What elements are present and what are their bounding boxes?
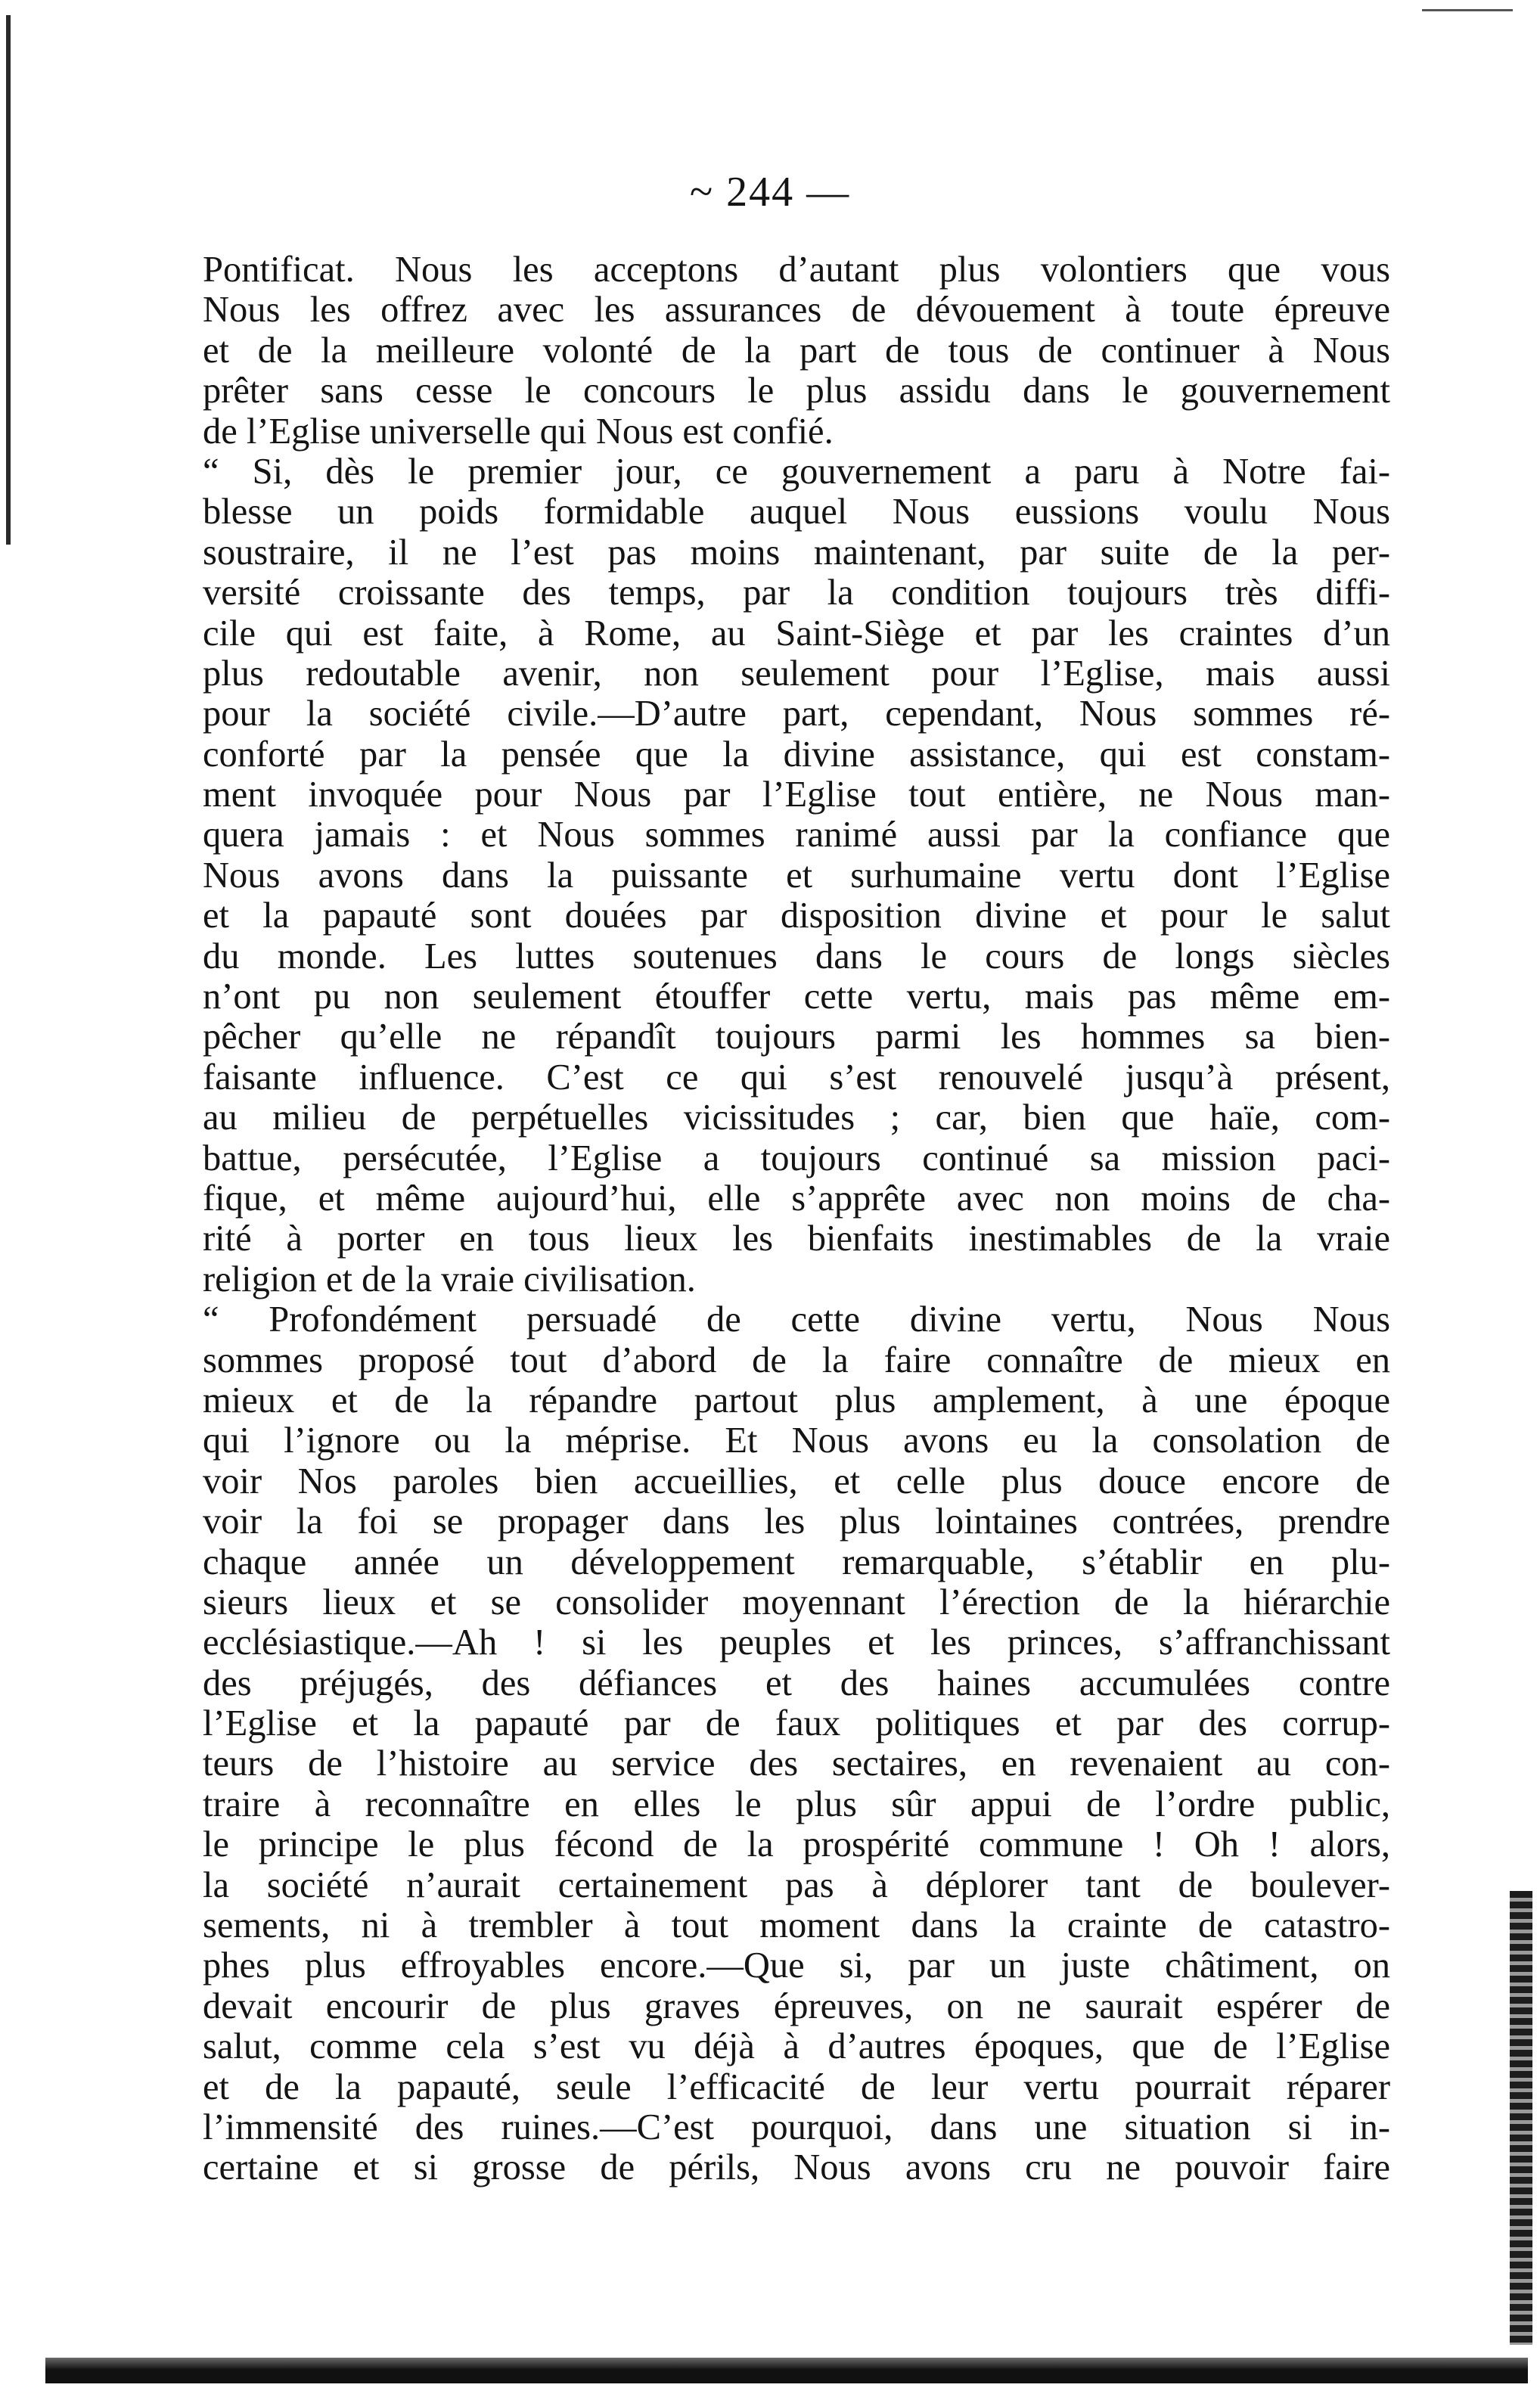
text-line: soustraire, il ne l’est pas moins maintenant, par suite de la per- [203,532,1390,573]
text-line: salut, comme cela s’est vu déjà à d’autres époques, que de l’Eglise [203,2026,1390,2067]
text-line: traire à reconnaître en elles le plus sûr appui de l’ordre public, [203,1784,1390,1824]
text-line: blesse un poids formidable auquel Nous eussions voulu Nous [203,492,1390,532]
text-line: et de la meilleure volonté de la part de tous de continuer à Nous [203,330,1390,371]
text-line: devait encourir de plus graves épreuves, on ne saurait espérer de [203,1986,1390,2026]
text-line: n’ont pu non seulement étouffer cette vertu, mais pas même em- [203,976,1390,1017]
text-line: sements, ni à trembler à tout moment dans la crainte de catastro- [203,1905,1390,1946]
text-line: de l’Eglise universelle qui Nous est confié. [203,411,834,452]
text-line: du monde. Les luttes soutenues dans le cours de longs siècles [203,936,1390,976]
text-line: ecclésiastique.—Ah ! si les peuples et les princes, s’affranchissant [203,1622,1390,1663]
scan-left-edge [6,15,11,545]
text-line: pêcher qu’elle ne répandît toujours parmi les hommes sa bien- [203,1017,1390,1057]
text-line: des préjugés, des défiances et des haines accumulées contre [203,1663,1390,1703]
text-line: quera jamais : et Nous sommes ranimé aussi par la confiance que [203,815,1390,855]
text-line: Nous avons dans la puissante et surhumaine vertu dont l’Eglise [203,855,1390,896]
text-line: sommes proposé tout d’abord de la faire connaître de mieux en [203,1340,1390,1380]
text-line: fique, et même aujourd’hui, elle s’apprête avec non moins de cha- [203,1178,1390,1219]
text-line: religion et de la vraie civilisation. [203,1259,696,1299]
text-line: et la papauté sont douées par disposition divine et pour le salut [203,896,1390,936]
text-line: versité croissante des temps, par la condition toujours très diffi- [203,573,1390,613]
text-line: pour la société civile.—D’autre part, cependant, Nous sommes ré- [203,694,1390,734]
body-text [203,250,1390,2188]
text-line: ment invoquée pour Nous par l’Eglise tout entière, ne Nous man- [203,775,1390,815]
text-line: mieux et de la répandre partout plus amplement, à une époque [203,1380,1390,1421]
text-line: et de la papauté, seule l’efficacité de leur vertu pourrait réparer [203,2066,1390,2107]
text-line: Pontificat. Nous les acceptons d’autant plus volontiers que vous [203,250,1390,290]
text-line: cile qui est faite, à Rome, au Saint-Siège et par les craintes d’un [203,613,1390,654]
text-line: l’immensité des ruines.—C’est pourquoi, dans une situation si in- [203,2107,1390,2147]
text-line: au milieu de perpétuelles vicissitudes ; car, bien que haïe, com- [203,1098,1390,1138]
text-line: voir la foi se propager dans les plus lointaines contrées, prendre [203,1501,1390,1542]
text-line: Nous les offrez avec les assurances de dévouement à toute épreuve [203,290,1390,331]
text-line: battue, persécutée, l’Eglise a toujours continué sa mission paci- [203,1138,1390,1178]
text-line: faisante influence. C’est ce qui s’est renouvelé jusqu’à présent, [203,1057,1390,1098]
text-line: phes plus effroyables encore.—Que si, par un juste châtiment, on [203,1945,1390,1986]
text-line: chaque année un développement remarquable, s’établir en plu- [203,1542,1390,1582]
text-line: le principe le plus fécond de la prospérité commune ! Oh ! alors, [203,1824,1390,1865]
text-line: conforté par la pensée que la divine assistance, qui est constam- [203,734,1390,775]
text-line: voir Nos paroles bien accueillies, et celle plus douce encore de [203,1461,1390,1501]
text-line: rité à porter en tous lieux les bienfaits inestimables de la vraie [203,1219,1390,1259]
text-line: qui l’ignore ou la méprise. Et Nous avons eu la consolation de [203,1421,1390,1461]
text-line: “ Si, dès le premier jour, ce gouvernement a paru à Notre fai- [203,451,1390,492]
text-line: sieurs lieux et se consolider moyennant l’érection de la hiérarchie [203,1582,1390,1622]
scan-right-edge [1510,1891,1532,2345]
text-line: prêter sans cesse le concours le plus assidu dans le gouvernement [203,371,1390,411]
text-line: la société n’aurait certainement pas à déplorer tant de boulever- [203,1865,1390,1905]
text-line: teurs de l’histoire au service des sectaires, en revenaient au con- [203,1743,1390,1784]
text-line: certaine et si grosse de périls, Nous avons cru ne pouvoir faire [203,2147,1390,2188]
scan-bottom-edge [45,2358,1528,2383]
text-line: “ Profondément persuadé de cette divine vertu, Nous Nous [203,1299,1390,1340]
text-line: l’Eglise et la papauté par de faux politiques et par des corrup- [203,1703,1390,1744]
text-line: plus redoutable avenir, non seulement pour l’Eglise, mais aussi [203,653,1390,694]
scan-corner-mark [1422,9,1513,11]
page-number: ~ 244 — [689,169,851,216]
